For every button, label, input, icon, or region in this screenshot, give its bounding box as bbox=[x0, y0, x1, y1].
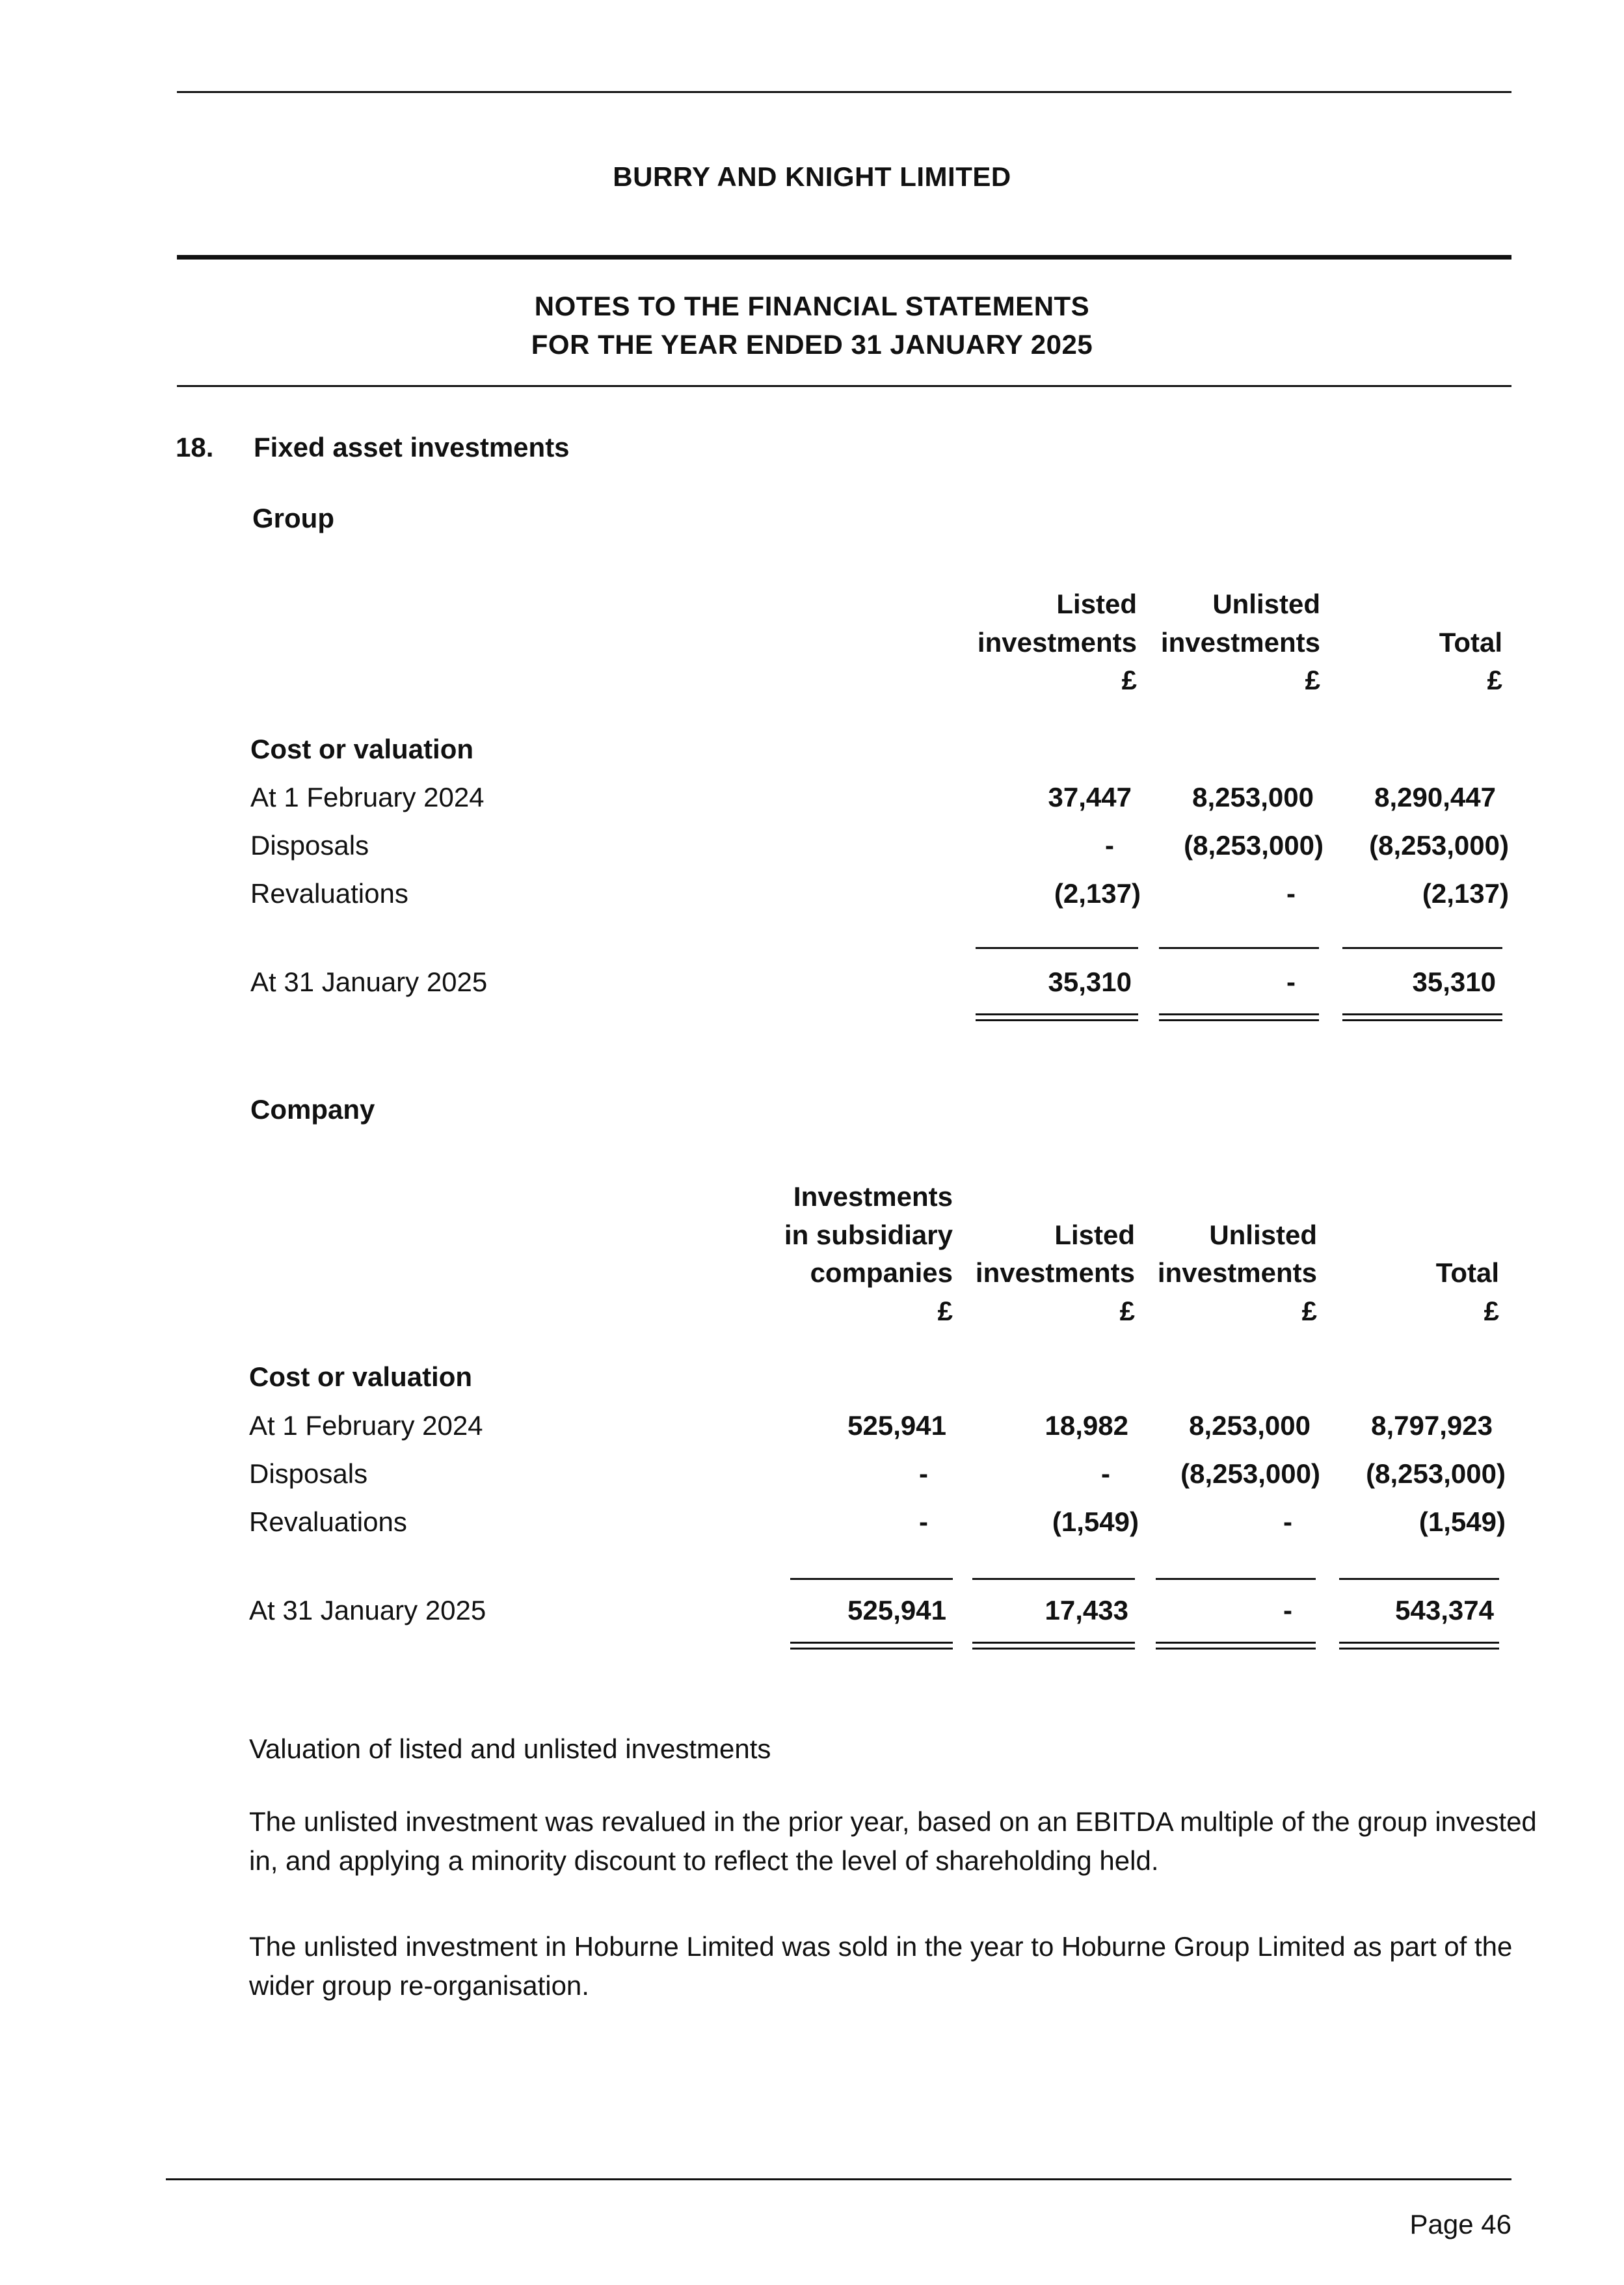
group-subtotal-rule bbox=[1159, 947, 1319, 949]
company-subtotal-rule bbox=[1339, 1578, 1499, 1580]
company-total-double-rule bbox=[790, 1642, 953, 1650]
group-title: Group bbox=[252, 503, 334, 533]
company-total-value: - bbox=[1283, 1595, 1292, 1625]
group-row-value: (2,137) bbox=[1054, 878, 1141, 909]
group-col-header-unlisted-line1: Unlisted bbox=[1212, 589, 1320, 619]
company-row-value: 8,253,000 bbox=[1189, 1410, 1311, 1441]
group-col-header-listed-unit: £ bbox=[1121, 665, 1137, 695]
group-col-header-unlisted-line2: investments bbox=[1160, 627, 1320, 658]
group-row-value: - bbox=[1105, 830, 1114, 861]
company-total-value: 17,433 bbox=[1045, 1595, 1128, 1625]
company-col-header-unlisted-unit: £ bbox=[1301, 1296, 1317, 1326]
company-row-value: 18,982 bbox=[1045, 1410, 1128, 1441]
company-row-value: 8,797,923 bbox=[1371, 1410, 1493, 1441]
group-row-value: - bbox=[1286, 878, 1296, 909]
company-row-value: - bbox=[1101, 1458, 1110, 1489]
company-row-value: (8,253,000) bbox=[1180, 1458, 1320, 1489]
company-row-value: - bbox=[1283, 1506, 1292, 1537]
group-total-double-rule bbox=[976, 1013, 1138, 1021]
group-col-header-listed-line2: investments bbox=[977, 627, 1137, 658]
company-col-header-unlisted-line2: investments bbox=[1157, 1257, 1317, 1288]
group-subheading: Cost or valuation bbox=[250, 734, 474, 764]
company-total-value: 525,941 bbox=[847, 1595, 946, 1625]
group-col-header-listed-line1: Listed bbox=[1056, 589, 1137, 619]
top-rule bbox=[177, 91, 1511, 93]
group-row-value: (8,253,000) bbox=[1369, 830, 1509, 861]
group-total-value: 35,310 bbox=[1412, 967, 1496, 997]
footer-rule bbox=[166, 2178, 1511, 2180]
company-total-label: At 31 January 2025 bbox=[249, 1595, 486, 1625]
section-title: Fixed asset investments bbox=[254, 432, 570, 462]
company-col-header-listed-unit: £ bbox=[1119, 1296, 1135, 1326]
valuation-paragraph: The unlisted investment in Hoburne Limited was sold in the year to Hoburne Group Limited as part of the wider group re-organisation. bbox=[249, 1931, 1513, 2001]
group-subtotal-rule bbox=[1342, 947, 1502, 949]
notes-title: NOTES TO THE FINANCIAL STATEMENTS bbox=[534, 291, 1090, 321]
group-row-value: 37,447 bbox=[1048, 782, 1132, 812]
company-col-header-total-unit: £ bbox=[1484, 1296, 1499, 1326]
company-row-label: Revaluations bbox=[249, 1506, 407, 1537]
group-row-label: At 1 February 2024 bbox=[250, 782, 485, 812]
company-row-value: - bbox=[919, 1458, 928, 1489]
valuation-heading: Valuation of listed and unlisted investments bbox=[249, 1733, 771, 1764]
company-total-double-rule bbox=[972, 1642, 1135, 1650]
group-total-double-rule bbox=[1342, 1013, 1502, 1021]
group-row-value: 8,290,447 bbox=[1374, 782, 1496, 812]
company-row-value: - bbox=[919, 1506, 928, 1537]
group-row-value: (2,137) bbox=[1422, 878, 1509, 909]
group-col-header-total-line2: Total bbox=[1439, 627, 1502, 658]
group-row-value: 8,253,000 bbox=[1192, 782, 1314, 812]
company-row-label: At 1 February 2024 bbox=[249, 1410, 483, 1441]
company-row-value: 525,941 bbox=[847, 1410, 946, 1441]
period-title: FOR THE YEAR ENDED 31 JANUARY 2025 bbox=[531, 329, 1093, 360]
company-title: Company bbox=[250, 1094, 375, 1125]
group-subtotal-rule bbox=[976, 947, 1138, 949]
group-row-label: Revaluations bbox=[250, 878, 408, 909]
company-total-value: 543,374 bbox=[1395, 1595, 1494, 1625]
section-number: 18. bbox=[176, 432, 214, 462]
company-name: BURRY AND KNIGHT LIMITED bbox=[613, 161, 1011, 192]
group-row-label: Disposals bbox=[250, 830, 369, 861]
company-total-double-rule bbox=[1156, 1642, 1316, 1650]
company-col-header-subsidiary-line0: Investments bbox=[793, 1181, 953, 1212]
group-total-value: 35,310 bbox=[1048, 967, 1132, 997]
group-col-header-unlisted-unit: £ bbox=[1305, 665, 1320, 695]
company-row-label: Disposals bbox=[249, 1458, 368, 1489]
company-subtotal-rule bbox=[972, 1578, 1135, 1580]
group-row-value: (8,253,000) bbox=[1184, 830, 1324, 861]
company-row-value: (8,253,000) bbox=[1366, 1458, 1506, 1489]
company-col-header-total-line2: Total bbox=[1435, 1257, 1499, 1288]
group-total-double-rule bbox=[1159, 1013, 1319, 1021]
page-number: Page 46 bbox=[1409, 2209, 1511, 2239]
group-col-header-total-unit: £ bbox=[1487, 665, 1502, 695]
company-col-header-listed-line2: investments bbox=[975, 1257, 1135, 1288]
header-bottom-rule bbox=[177, 385, 1511, 387]
company-subheading: Cost or valuation bbox=[249, 1361, 473, 1392]
company-subtotal-rule bbox=[1156, 1578, 1316, 1580]
group-total-label: At 31 January 2025 bbox=[250, 967, 488, 997]
company-col-header-subsidiary-line1: in subsidiary bbox=[784, 1220, 953, 1250]
company-row-value: (1,549) bbox=[1418, 1506, 1506, 1537]
company-col-header-listed-line1: Listed bbox=[1054, 1220, 1135, 1250]
header-thick-rule bbox=[177, 255, 1511, 260]
company-row-value: (1,549) bbox=[1052, 1506, 1139, 1537]
company-total-double-rule bbox=[1339, 1642, 1499, 1650]
company-col-header-unlisted-line1: Unlisted bbox=[1209, 1220, 1317, 1250]
company-col-header-subsidiary-unit: £ bbox=[937, 1296, 953, 1326]
group-total-value: - bbox=[1286, 967, 1296, 997]
company-subtotal-rule bbox=[790, 1578, 953, 1580]
company-col-header-subsidiary-line2: companies bbox=[810, 1257, 953, 1288]
valuation-paragraph: The unlisted investment was revalued in the prior year, based on an EBITDA multiple of the group invested in, and applying a minority discount to reflect the level of shareholding held. bbox=[249, 1806, 1537, 1876]
